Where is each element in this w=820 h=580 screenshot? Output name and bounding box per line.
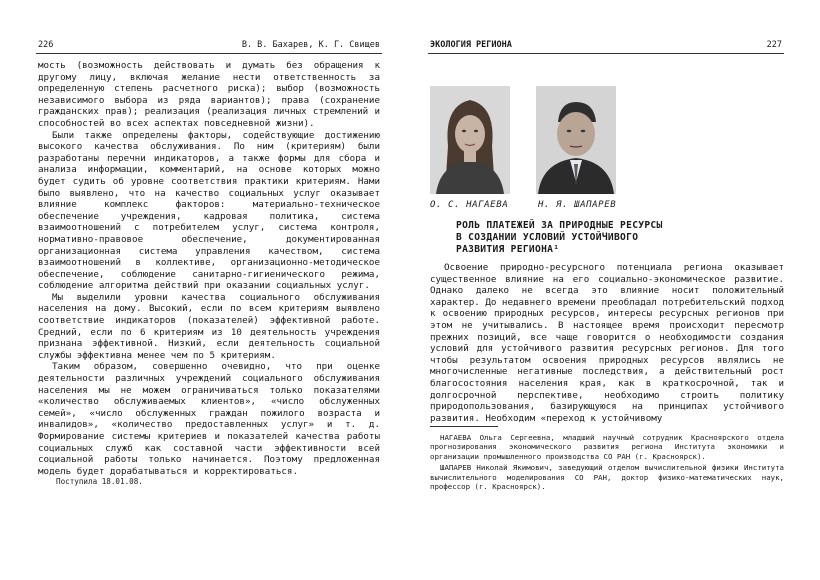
right-page	[410, 0, 820, 580]
footnotes	[430, 433, 784, 493]
left-paragraph-2: Были также определены факторы, содействующие достижению высокого качества обслуживания. По ним (критериям) были разработаны перечни индикаторов, а также формы для сбора и анализа информации, комментарий, на основе которых можно будет судить об уровне соответствия практики критериям. Нами было выявлено, что на качество социальных услуг оказывает влияние комплекс факторов: материально-техническое обеспечение учреждения, кадровая политика, система взаимоотношений с потребителем услуг, система контроля, нормативно-правовое обеспечение, документированная организационная система управления качеством, система взаимоотношений в коллективе, организационно-методическое обеспечение, соблюдение санитарно-гигиенического режима, соблюдение алгоритма действий при оказании социальных услуг.	[38, 129, 380, 292]
right-body-text	[430, 262, 784, 424]
right-paragraph-1: Освоение природно-ресурсного потенциала региона оказывает существенное влияние на его социально-экономическое развитие. Однако далеко не всегда это влияние носит положительный характер. До недавнего времени преобладал потребительский подход к освоению природных ресурсов, интересы ресурсных регионов при этом не учитывались. В настоящее время происходит пересмотр прежних позиций, все чаще говорится о необходимости создания условий для устойчивого развития ресурсных регионов. Для того чтобы результатом освоения природных ресурсов являлись не многочисленные негативные последствия, а действительный рост благосостояния населения края, как в краткосрочной, так и долгосрочной перспективе, необходимо строить политику природопользования, базирующуюся на принципах устойчивого развития. Необходим «переход к устойчивому	[430, 262, 785, 424]
footnote-rule	[430, 426, 498, 427]
left-running-head: В. В. Бахарев, К. Г. Свищев	[241, 40, 380, 50]
portrait-shaparev-icon	[536, 86, 616, 194]
right-header-rule	[428, 53, 784, 54]
right-running-head: ЭКОЛОГИЯ РЕГИОНА	[430, 40, 512, 50]
article-title	[456, 220, 786, 256]
right-page-number: 227	[766, 40, 782, 50]
left-paragraph-4: Таким образом, совершенно очевидно, что при оценке деятельности различных учреждений социального обслуживания населения мы не можем ограничиваться только показателями «количество обслуживаемых клиентов», «число обслуженных семей», «число обслуженных граждан пожилого возраста и инвалидов», «количество предоставленных услуг» и т. д. Формирование системы критериев и показателей качества работы социальных служб как составной части эффективности всей социальной работы только начинается. Поэтому предложенная модель будет дорабатываться и корректироваться.	[38, 361, 380, 477]
title-line-1: РОЛЬ ПЛАТЕЖЕЙ ЗА ПРИРОДНЫЕ РЕСУРСЫ	[456, 220, 663, 231]
received-date: Поступила 18.01.08.	[56, 477, 143, 486]
footnote-nagaeva: НАГАЕВА Ольга Сергеевна, младший научный сотрудник Красноярского отдела прогнозирования экономического развития региона Института экономики и организации промышленного производства СО РАН (г. Красноярск).	[430, 433, 784, 461]
author-caption-nagaeva: О. С. НАГАЕВА	[430, 200, 509, 210]
left-page-number: 226	[38, 40, 54, 50]
left-body-text	[38, 60, 380, 477]
left-header-rule	[36, 53, 382, 54]
portrait-nagaeva-icon	[430, 86, 510, 194]
author-caption-shaparev: Н. Я. ШАПАРЕВ	[538, 200, 617, 210]
left-paragraph-3: Мы выделили уровни качества социального обслуживания населения на дому. Высокий, если по всем критериям выявлено соответствие индикаторов (показателей) эффективной работе. Средний, если по 6 критериям из 10 деятельность учреждения признана эффективной. Низкий, если деятельность социальной службы эффективна менее чем по 5 критериям.	[38, 291, 380, 361]
left-paragraph-1: мость (возможность действовать и думать без обращения к другому лицу, включая желание нести ответственность за определенную степень расчетного риска); выбор (возможность независимого выбора из ряда вариантов); права (сохранение гражданских прав); реализация (реализация личных стремлений и способностей во всех аспектах повседневной жизни).	[38, 60, 380, 129]
author-photo-shaparev	[536, 86, 616, 194]
title-line-2: В СОЗДАНИИ УСЛОВИЙ УСТОЙЧИВОГО	[456, 232, 639, 243]
author-photo-nagaeva	[430, 86, 510, 194]
title-line-3: РАЗВИТИЯ РЕГИОНА¹	[456, 244, 560, 255]
footnote-shaparev: ШАПАРЕВ Николай Якимович, заведующий отделом вычислительной физики Института вычислительного моделирования СО РАН, доктор физико-математических наук, профессор (г. Красноярск).	[430, 463, 784, 492]
